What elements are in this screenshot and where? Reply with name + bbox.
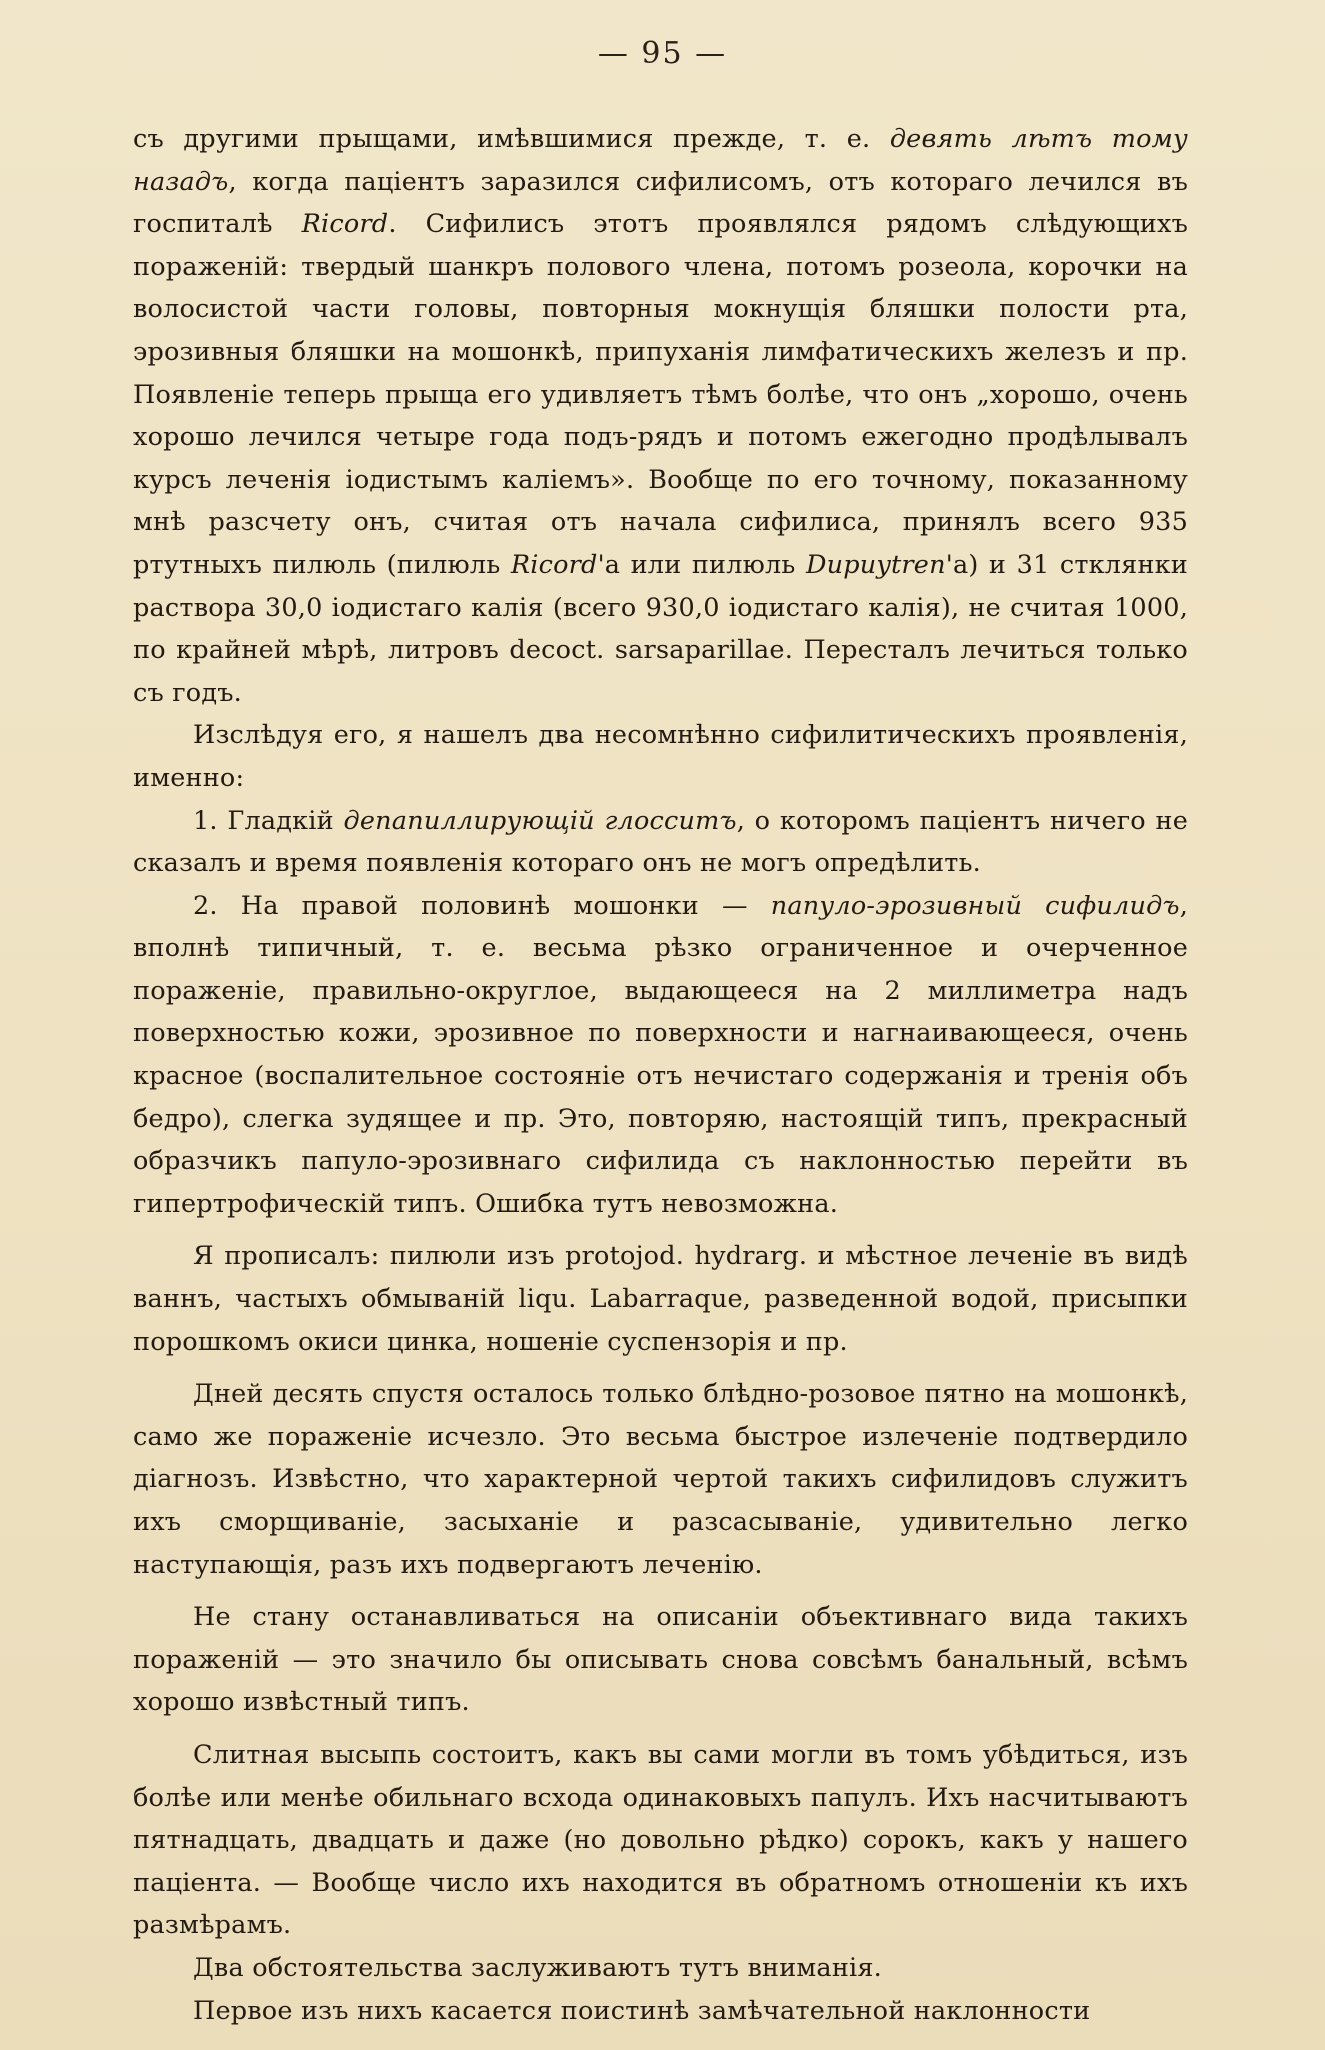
italic-run: Ricord bbox=[301, 209, 389, 240]
paragraph-p10 bbox=[133, 1990, 1188, 2033]
paragraph-p1 bbox=[133, 118, 1188, 714]
text-run: , вполнѣ типичный, т. е. весьма рѣзко ограниченное и очерченное пораженіе, правильно-округлое, выдающееся на 2 миллиметра надъ поверхностью кожи, эрозивное по поверхности и нагнаивающееся, очень красное (воспалительное состояніе отъ нечистаго содержанія и тренія объ бедро), слегка зудящее и пр. Это, повторяю, настоящій типъ, прекрасный образчикъ папуло-эрозивнаго сифилида съ наклонностью перейти въ гипертрофическій типъ. Ошибка тутъ невозможна. bbox=[133, 890, 1188, 1219]
paragraph-p6 bbox=[133, 1373, 1188, 1586]
page-number: — 95 — bbox=[597, 36, 728, 71]
paragraph-p9 bbox=[133, 1947, 1188, 1990]
text-run: Изслѣдуя его, я нашелъ два несомнѣнно сифилитическихъ проявленія, именно: bbox=[133, 720, 1188, 793]
italic-run: папуло-эрозивный сифилидъ bbox=[770, 890, 1180, 921]
text-run: съ другими прыщами, имѣвшимися прежде, т. е. bbox=[133, 124, 890, 154]
text-run: . Сифилисъ этотъ проявлялся рядомъ слѣдующихъ пораженій: твердый шанкръ полового члена, потомъ розеола, корочки на волосистой части головы, повторныя мокнущія бляшки полости рта, эрозивныя бляшки на мошонкѣ, припуханія лимфатическихъ железъ и пр. Появленіе теперь прыща его удивляетъ тѣмъ болѣе, что онъ „хорошо, очень хорошо лечился четыре года подъ-рядъ и потомъ ежегодно продѣлывалъ курсъ леченія іодистымъ каліемъ». Вообще по его точному, показанному мнѣ разсчету онъ, считая отъ начала сифилиса, принялъ всего 935 ртутныхъ пилюль (пилюль bbox=[133, 209, 1188, 580]
text-run: Слитная высыпь состоитъ, какъ вы сами могли въ томъ убѣдиться, изъ болѣе или менѣе обильнаго всхода одинаковыхъ папулъ. Ихъ насчитываютъ пятнадцать, двадцать и даже (но довольно рѣдко) сорокъ, какъ у нашего паціента. — Вообще число ихъ находится въ обратномъ отношеніи къ ихъ размѣрамъ. bbox=[133, 1739, 1188, 1941]
paragraph-p8 bbox=[133, 1734, 1188, 1947]
paragraph-p4 bbox=[133, 885, 1188, 1226]
italic-run: Dupuytren bbox=[805, 549, 946, 580]
italic-run: Ricord bbox=[510, 549, 598, 580]
text-run: Я прописалъ: пилюли изъ protojod. hydrarg. и мѣстное леченіе въ видѣ ваннъ, частыхъ обмываній liqu. Labarraque, разведенной водой, присыпки порошкомъ окиси цинка, ношеніе суспензорія и пр. bbox=[133, 1241, 1188, 1357]
body-text bbox=[133, 118, 1188, 2032]
text-run: 'а) и 31 стклянки раствора 30,0 іодистаго калія (всего 930,0 іодистаго калія), не считая 1000, по крайней мѣрѣ, литровъ decoct. sarsaparillae. Пересталъ лечиться только съ годъ. bbox=[133, 549, 1188, 708]
text-run: , о которомъ паціентъ ничего не сказалъ и время появленія котораго онъ не могъ опредѣлить. bbox=[133, 805, 1188, 879]
paragraph-p3 bbox=[133, 800, 1188, 885]
text-run: 'а или пилюль bbox=[597, 549, 806, 580]
text-run: Первое изъ нихъ касается поистинѣ замѣчательной наклонности bbox=[193, 1995, 1091, 2026]
italic-run: депапиллирующій глосситъ bbox=[343, 805, 737, 836]
text-run: 1. Гладкій bbox=[193, 805, 344, 836]
text-run: , когда паціентъ заразился сифилисомъ, отъ котораго лечился въ госпиталѣ bbox=[133, 166, 1188, 240]
paragraph-p2 bbox=[133, 714, 1188, 799]
paragraph-p7 bbox=[133, 1596, 1188, 1724]
paragraph-p5 bbox=[133, 1235, 1188, 1363]
italic-run: девять лѣтъ тому назадъ bbox=[133, 124, 1188, 197]
text-run: Дней десять спустя осталось только блѣдно-розовое пятно на мошонкѣ, само же пораженіе исчезло. Это весьма быстрое излеченіе подтвердило діагнозъ. Извѣстно, что характерной чертой такихъ сифилидовъ служитъ ихъ сморщиваніе, засыханіе и разсасываніе, удивительно легко наступающія, разъ ихъ подвергаютъ леченію. bbox=[133, 1379, 1188, 1580]
text-run: Не стану останавливаться на описаніи объективнаго вида такихъ пораженій — это значило бы описывать снова совсѣмъ банальный, всѣмъ хорошо извѣстный типъ. bbox=[133, 1602, 1188, 1718]
text-run: Два обстоятельства заслуживаютъ тутъ вниманія. bbox=[193, 1952, 882, 1983]
text-run: 2. На правой половинѣ мошонки — bbox=[193, 890, 771, 921]
